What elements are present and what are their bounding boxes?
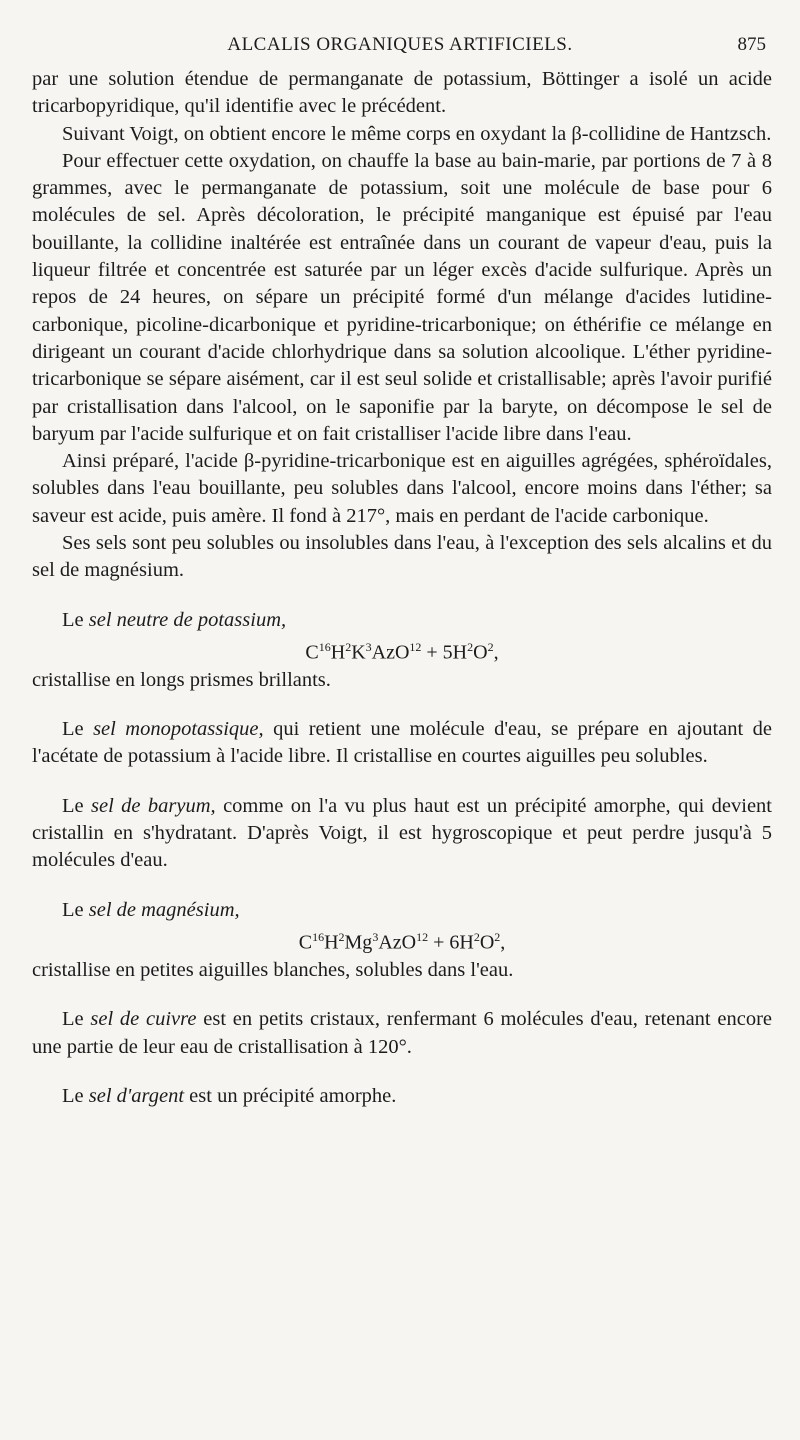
salt-name-argent: sel d'argent: [88, 1084, 185, 1107]
paragraph-cuivre: Le sel de cuivre est en petits cristaux, renfermant 6 molécules d'eau, retenant encore une partie de leur eau de cristallisation à 120°.: [32, 1008, 773, 1058]
paragraph-baryum: Le sel de baryum, comme on l'a vu plus haut est un précipité amorphe, qui devient cristallin en s'hydratant. D'après Voigt, il est hygroscopique et peut perdre jusqu'à 5 molécules d'eau.: [32, 794, 772, 872]
formula-magnesium: $C^{16}H^2Mg^3AzO^{12} + 6H^2O^2$,: [298, 929, 506, 954]
paragraph-monopotassique: Le sel monopotassique, qui retient une molécule d'eau, se prépare en ajoutant de l'acétate de potassium à l'acide libre. Il cristallise en courtes aiguilles peu solubles.: [32, 718, 772, 768]
paragraph-properties: Ainsi préparé, l'acide β-pyridine-tricarbonique est en aiguilles agrégées, sphéroïdales, solubles dans l'eau bouillante, peu solubles dans l'alcool, encore moins dans l'éther; sa saveur est acide, puis amère. Il fond à 217°, mais en perdant de l'acide carbonique.: [32, 450, 772, 527]
running-title: ALCALIS ORGANIQUES ARTIFICIELS.: [227, 34, 573, 55]
salt-name-magnesium: sel de magnésium,: [88, 898, 240, 921]
page-number: 875: [737, 34, 766, 55]
magnesium-tail: cristallise en petites aiguilles blanches, solubles dans l'eau.: [32, 958, 514, 981]
paragraph-oxydation: Pour effectuer cette oxydation, on chauffe la base au bain-marie, par portions de 7 à 8 grammes, avec le permanganate de potassium, soit une molécule de base pour 6 molécules de sel. Après décoloration, le précipité manganique est épuisé par l'eau bouillante, la collidine inaltérée est entraînée dans un courant de vapeur d'eau, puis la liqueur filtrée et concentrée est saturée par un léger excès d'acide sulfurique. Après un repos de 24 heures, on sépare un précipité formé d'un mélange d'acides lutidine-carbonique, picoline-dicarbonique et pyridine-tricarbonique; on éthérifie ce mélange en dirigeant un courant d'acide chlorhydrique dans sa solution alcoolique. L'éther pyridine-tricarbonique se sépare aisément, car il est seul solide et cristallisable; après l'avoir purifié par cristallisation dans l'alcool, on le saponifie par la baryte, on décompose le sel de baryum par l'acide sulfurique et on fait cristalliser l'acide libre dans l'eau.: [32, 149, 772, 445]
salt-name-baryum: sel de baryum,: [91, 794, 216, 817]
formula-potassium: $C^{16}H^2K^3AzO^{12} + 5H^2O^2$,: [305, 639, 499, 664]
salt-name-monopotassique: sel monopotassique,: [93, 718, 264, 741]
salt-name-cuivre: sel de cuivre: [90, 1008, 197, 1031]
paragraph-voigt: Suivant Voigt, on obtient encore le même corps en oxydant la β-collidine de Hantzsch.: [62, 122, 772, 145]
paragraph-magnesium: Le sel de magnésium,: [62, 898, 240, 921]
paragraph-continued: par une solution étendue de permanganate de potassium, Böttinger a isolé un acide tricarbopyridique, qu'il identifie avec le précédent.: [32, 68, 772, 118]
salt-name-potassium: sel neutre de potassium,: [88, 608, 287, 631]
page-body: [32, 66, 772, 1110]
paragraph-salts: Ses sels sont peu solubles ou insolubles dans l'eau, à l'exception des sels alcalins et du sel de magnésium.: [32, 532, 772, 582]
paragraph-argent: Le sel d'argent est un précipité amorphe.: [62, 1084, 397, 1107]
potassium-tail: cristallise en longs prismes brillants.: [32, 668, 331, 691]
paragraph-potassium: Le sel neutre de potassium,: [62, 608, 287, 631]
page-header: [0, 34, 800, 64]
